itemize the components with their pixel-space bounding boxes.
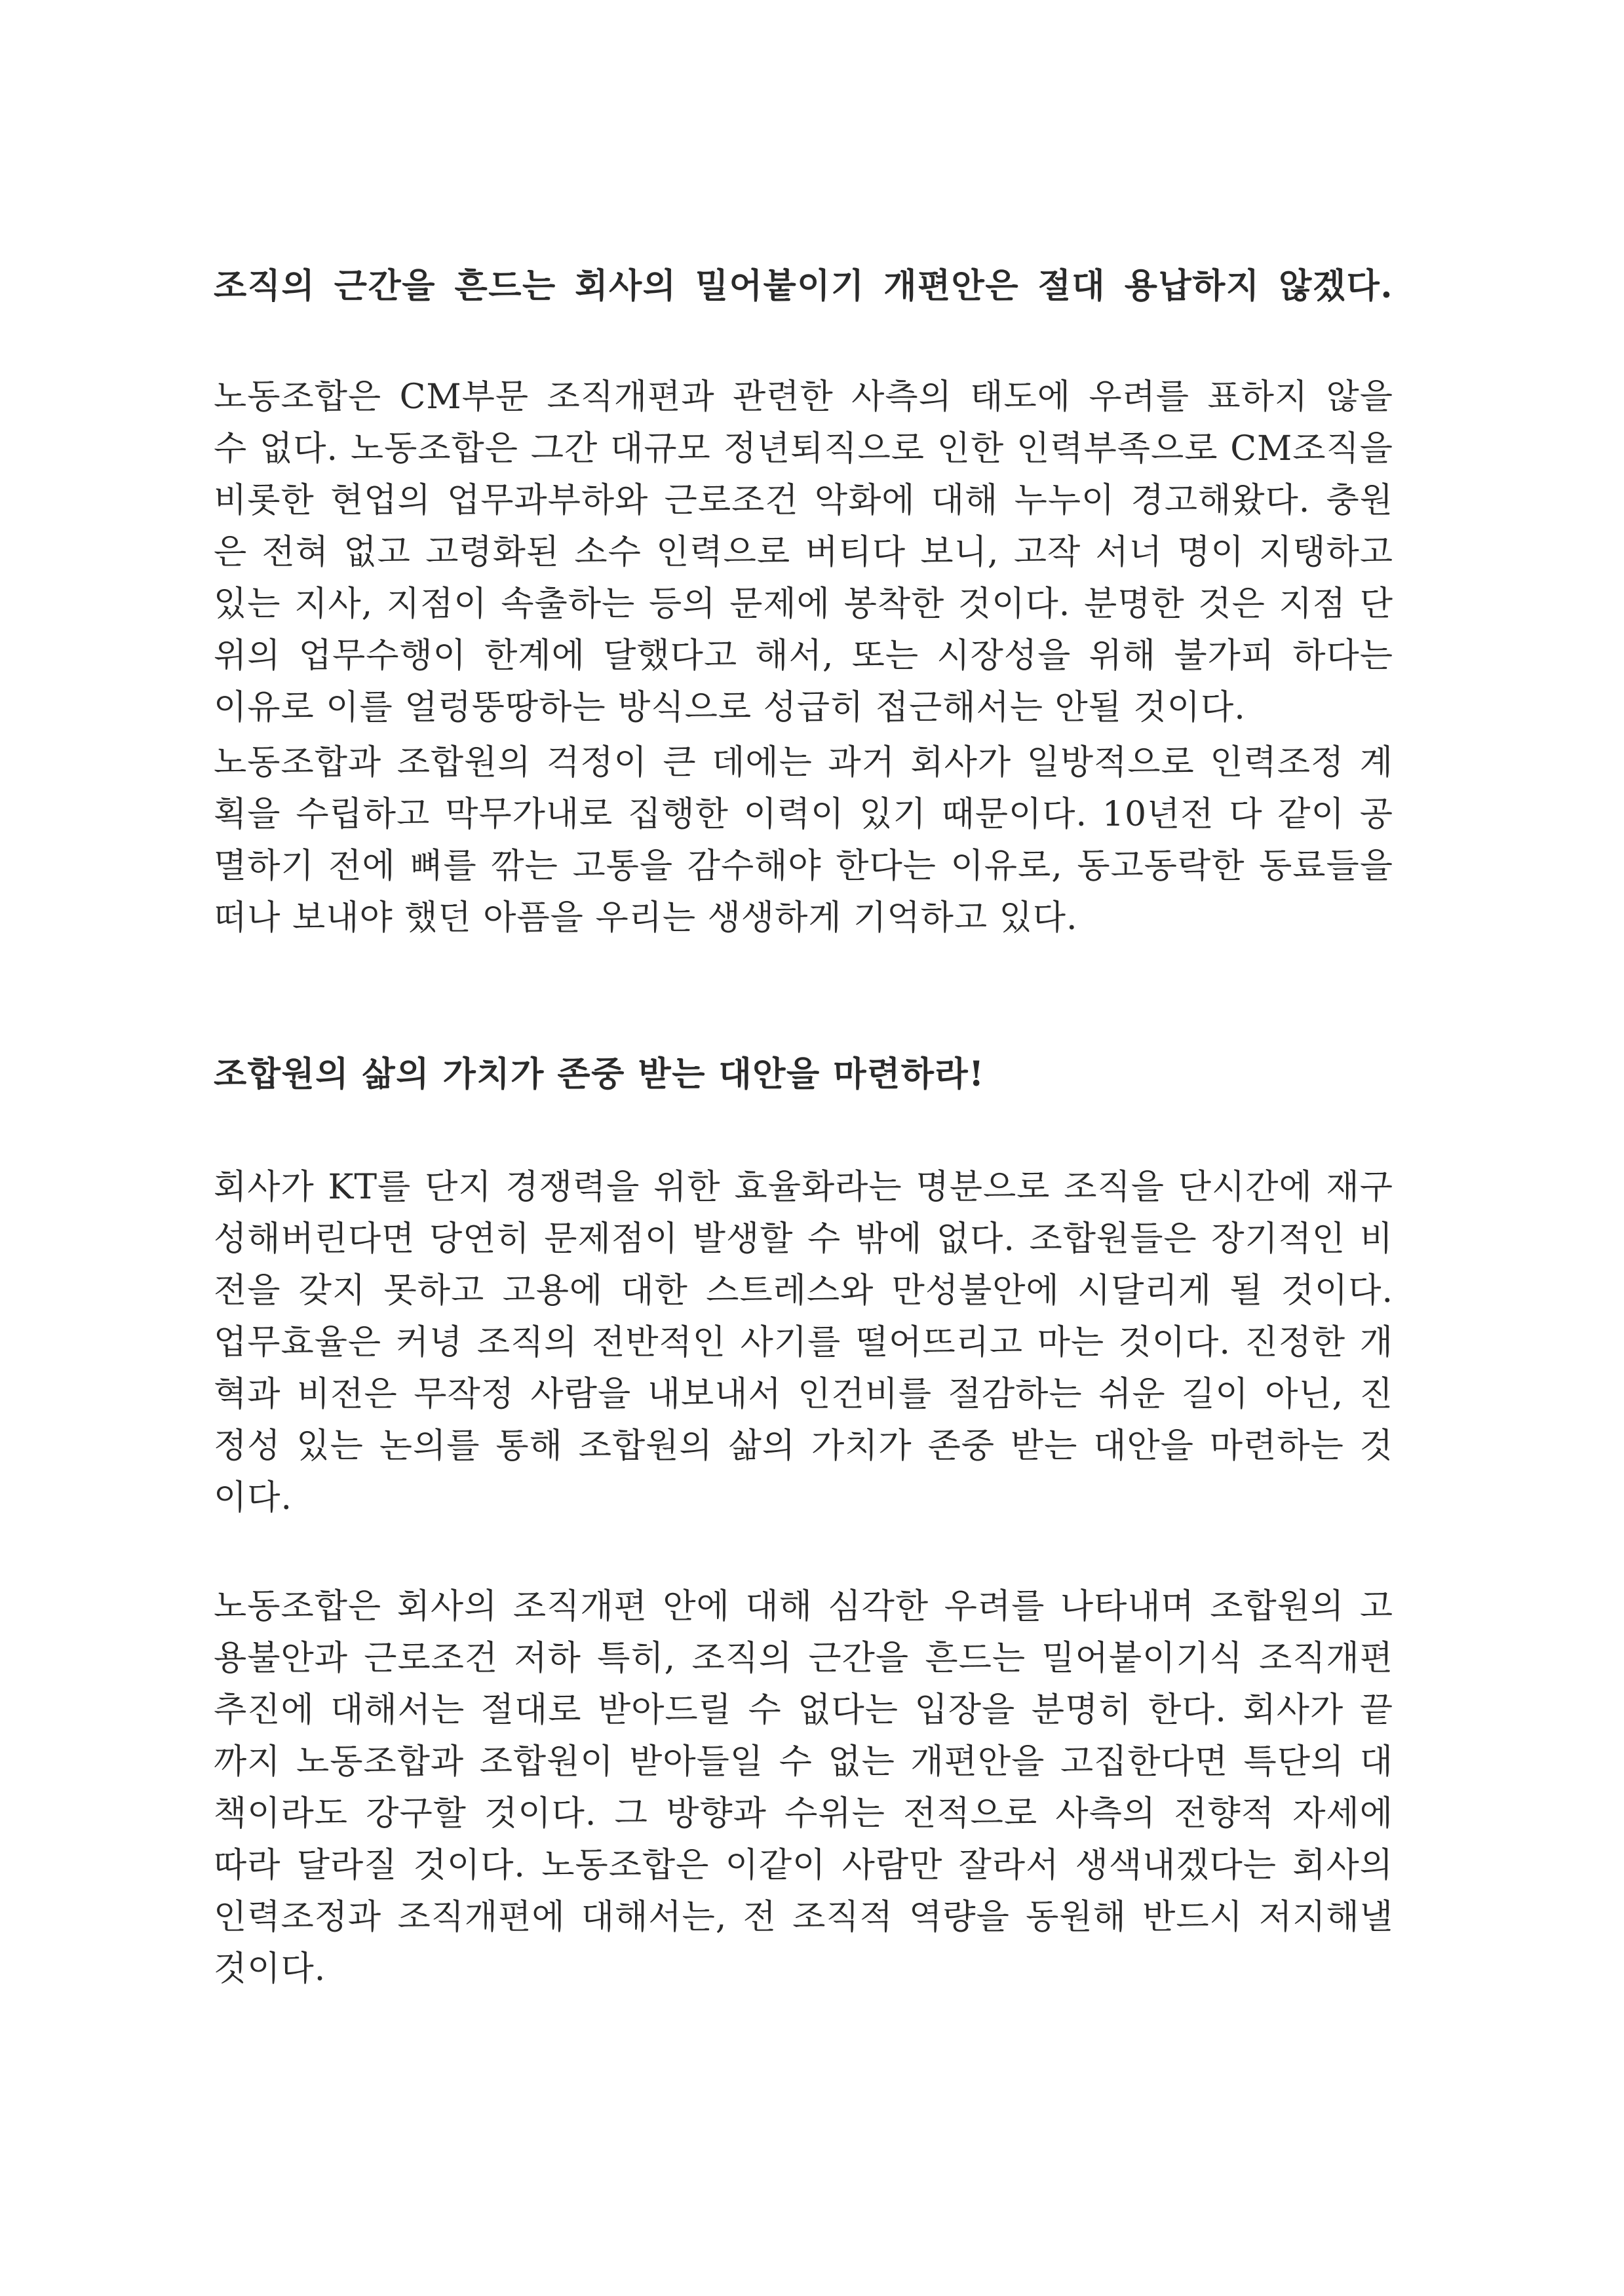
paragraph-line: 전을 갖지 못하고 고용에 대한 스트레스와 만성불안에 시달리게 될 것이다. (214, 1271, 1393, 1311)
paragraph-line: 떠나 보내야 했던 아픔을 우리는 생생하게 기억하고 있다. (214, 898, 1078, 938)
paragraph-line: 멸하기 전에 뼈를 깎는 고통을 감수해야 한다는 이유로, 동고동락한 동료들을 (214, 847, 1393, 886)
paragraph-line: 책이라도 강구할 것이다. 그 방향과 수위는 전적으로 사측의 전향적 자세에 (214, 1794, 1393, 1833)
heading-text: 조합원의 삶의 가치가 존중 받는 대안을 마련하라! (214, 1054, 985, 1094)
paragraph-line: 노동조합은 회사의 조직개편 안에 대해 심각한 우려를 나타내며 조합원의 고 (214, 1587, 1393, 1626)
paragraph-line: 획을 수립하고 막무가내로 집행한 이력이 있기 때문이다. 10년전 다 같이 공 (214, 795, 1393, 834)
heading-text: 조직의 근간을 흔드는 회사의 밀어붙이기 개편안은 절대 용납하지 않겠다. (214, 266, 1393, 306)
paragraph-line: 추진에 대해서는 절대로 받아드릴 수 없다는 입장을 분명히 한다. 회사가 끝 (214, 1691, 1393, 1730)
paragraph-line: 있는 지사, 지점이 속출하는 등의 문제에 봉착한 것이다. 분명한 것은 지점 단 (214, 584, 1393, 624)
paragraph-3 (214, 1162, 1393, 1524)
paragraph-line: 것이다. (214, 1949, 326, 1989)
paragraph-2 (214, 737, 1393, 944)
paragraph-line: 회사가 KT를 단지 경쟁력을 위한 효율화라는 명분으로 조직을 단시간에 재구 (214, 1168, 1393, 1207)
paragraph-line: 노동조합과 조합원의 걱정이 큰 데에는 과거 회사가 일방적으로 인력조정 계 (214, 743, 1393, 782)
paragraph-line: 용불안과 근로조건 저하 특히, 조직의 근간을 흔드는 밀어붙이기식 조직개편 (214, 1639, 1393, 1678)
paragraph-line: 성해버린다면 당연히 문제점이 발생할 수 밖에 없다. 조합원들은 장기적인 비 (214, 1219, 1393, 1259)
paragraph-line: 은 전혀 없고 고령화된 소수 인력으로 버티다 보니, 고작 서너 명이 지탱하고 (214, 533, 1393, 572)
paragraph-4 (214, 1581, 1393, 1995)
paragraph-line: 비롯한 현업의 업무과부하와 근로조건 악화에 대해 누누이 경고해왔다. 충원 (214, 481, 1393, 520)
paragraph-line: 인력조정과 조직개편에 대해서는, 전 조직적 역량을 동원해 반드시 저지해낼 (214, 1898, 1393, 1937)
paragraph-line: 수 없다. 노동조합은 그간 대규모 정년퇴직으로 인한 인력부족으로 CM조직을 (214, 429, 1393, 469)
paragraph-line: 따라 달라질 것이다. 노동조합은 이같이 사람만 잘라서 생색내겠다는 회사의 (214, 1846, 1393, 1885)
paragraph-line: 노동조합은 CM부문 조직개편과 관련한 사측의 태도에 우려를 표하지 않을 (214, 377, 1393, 417)
paragraph-line: 업무효율은 커녕 조직의 전반적인 사기를 떨어뜨리고 마는 것이다. 진정한 개 (214, 1323, 1393, 1362)
paragraph-line: 이다. (214, 1478, 292, 1518)
paragraph-line: 혁과 비전은 무작정 사람을 내보내서 인건비를 절감하는 쉬운 길이 아닌, 진 (214, 1375, 1393, 1414)
paragraph-line: 위의 업무수행이 한계에 달했다고 해서, 또는 시장성을 위해 불가피 하다는 (214, 636, 1393, 676)
paragraph-1 (214, 372, 1393, 734)
paragraph-line: 까지 노동조합과 조합원이 받아들일 수 없는 개편안을 고집한다면 특단의 대 (214, 1742, 1393, 1782)
section-heading-2 (214, 1048, 1393, 1100)
paragraph-line: 정성 있는 논의를 통해 조합원의 삶의 가치가 존중 받는 대안을 마련하는 것 (214, 1426, 1393, 1466)
paragraph-line: 이유로 이를 얼렁뚱땅하는 방식으로 성급히 접근해서는 안될 것이다. (214, 688, 1246, 727)
section-heading-1 (214, 260, 1393, 312)
